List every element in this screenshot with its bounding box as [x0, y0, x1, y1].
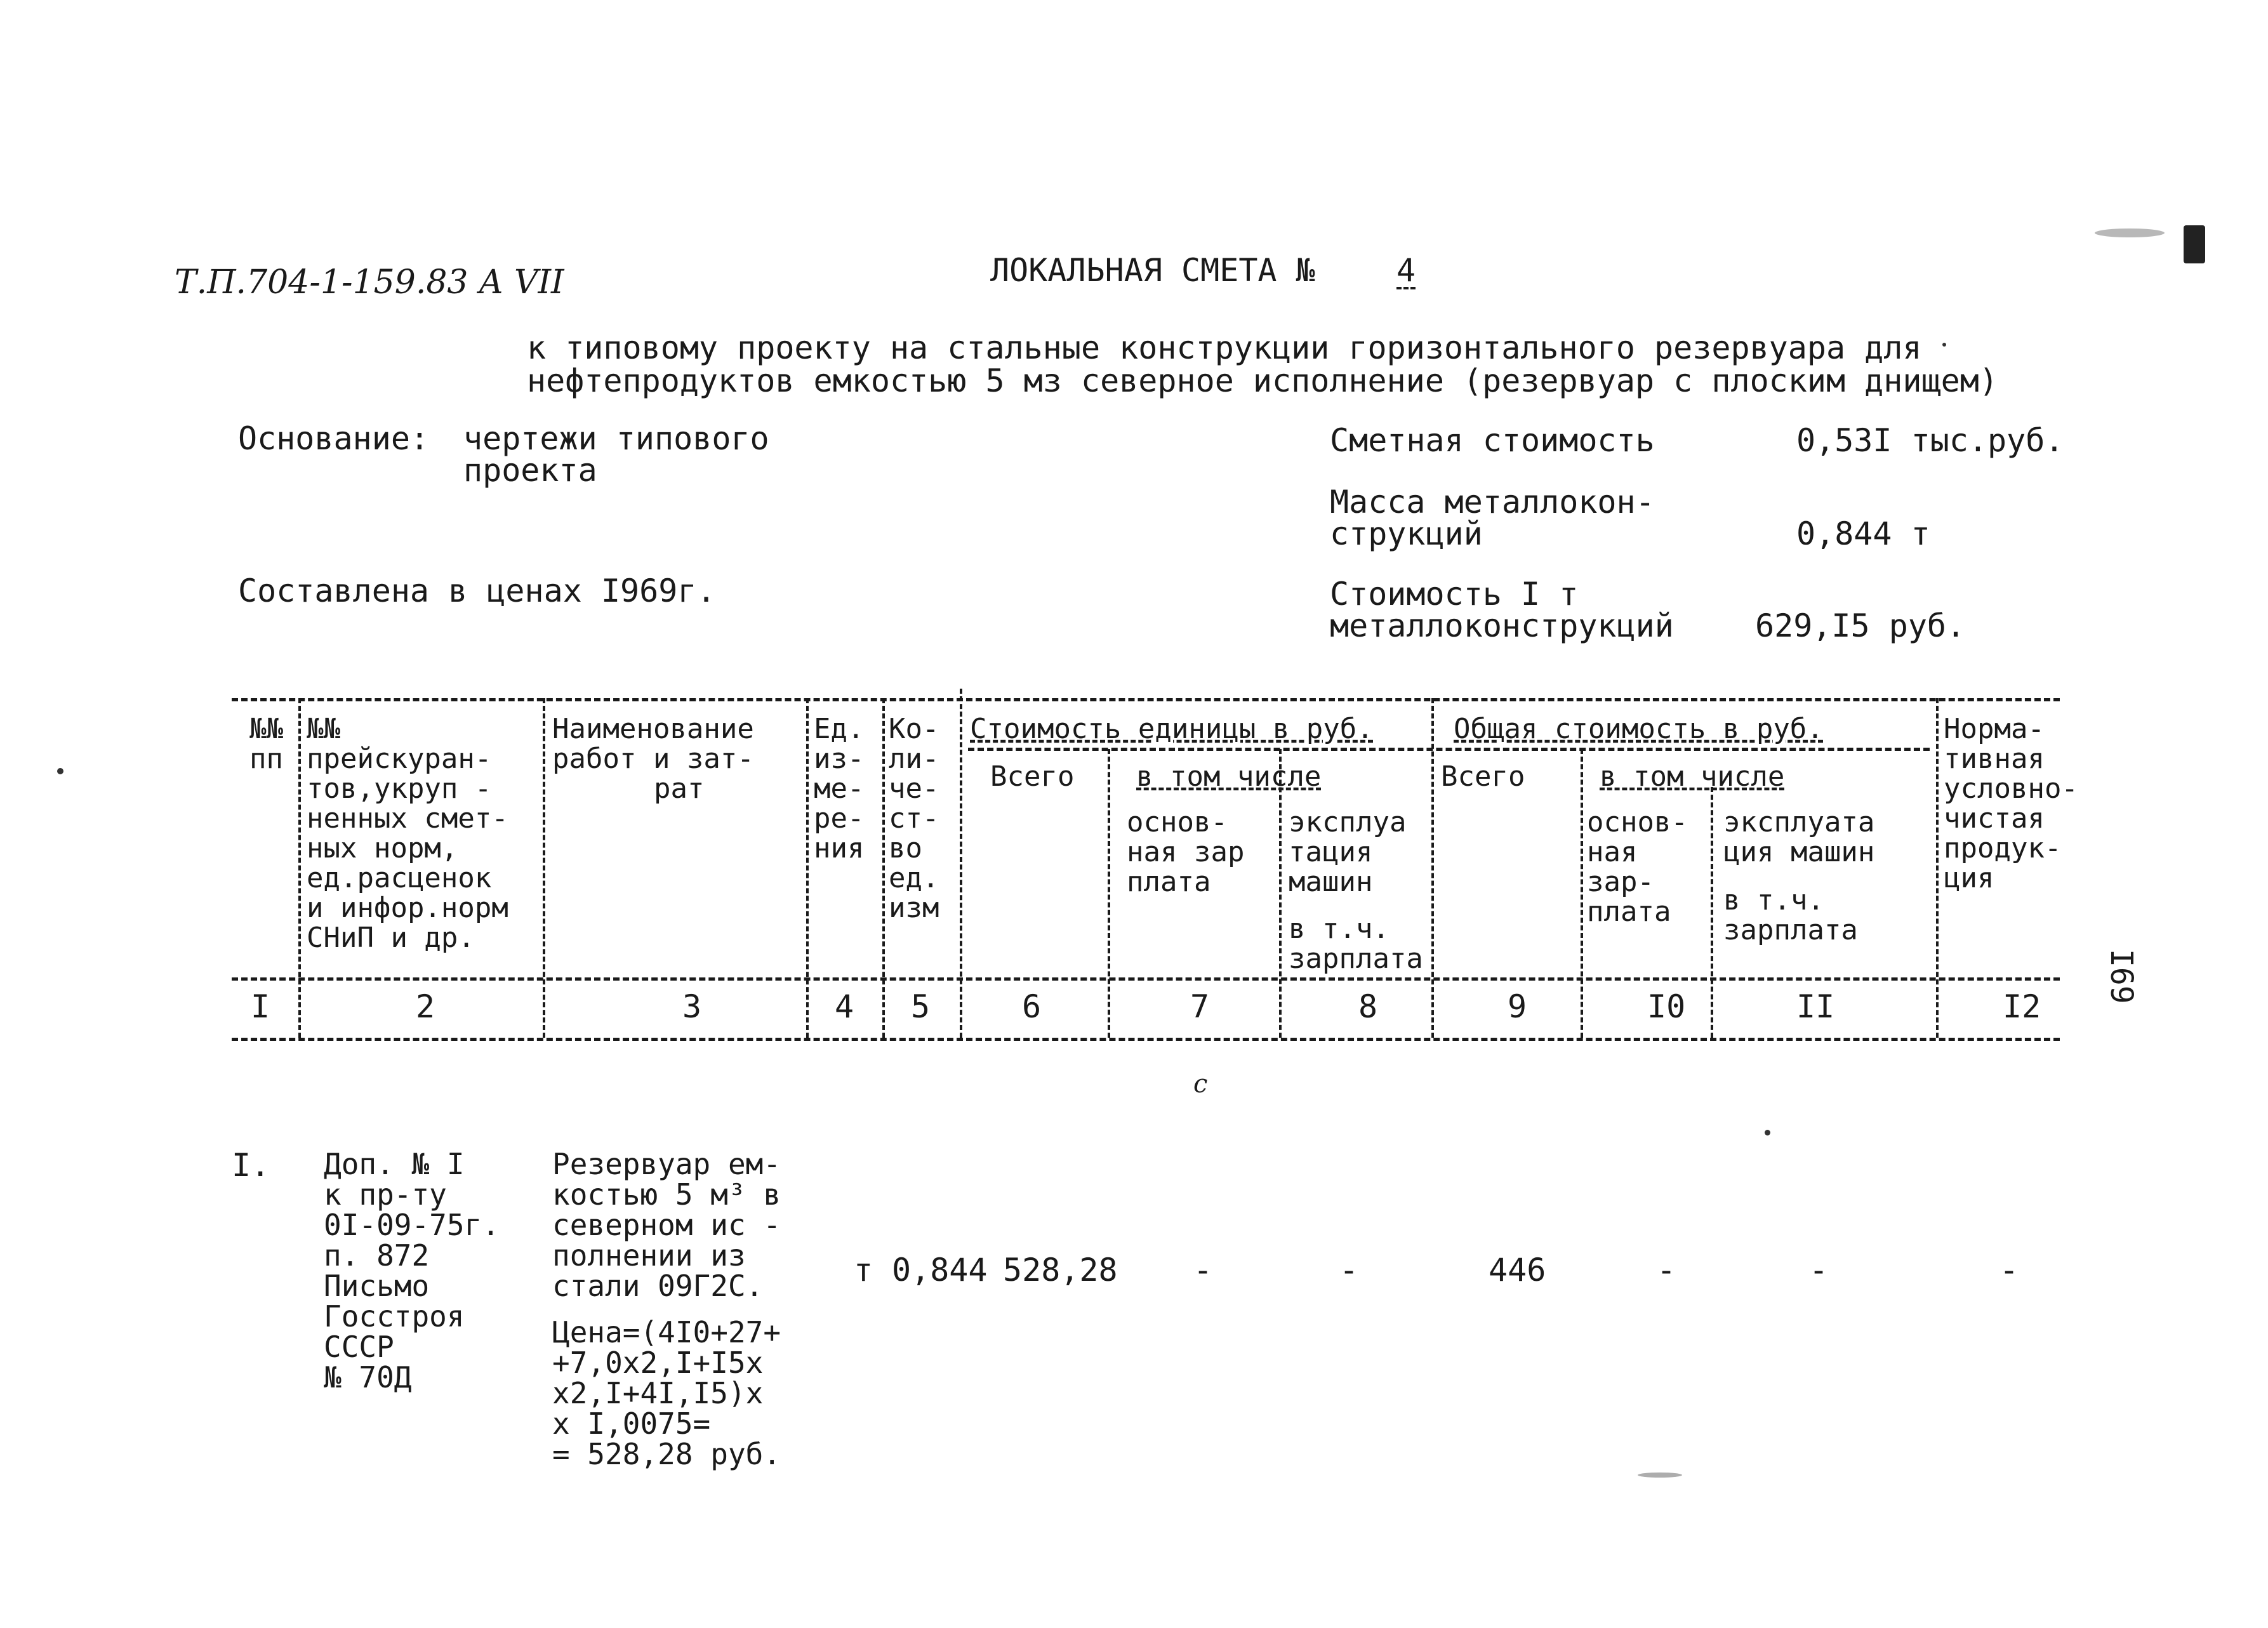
scan-speck	[1942, 343, 1946, 347]
basis-line-1: чертежи типового	[463, 420, 769, 457]
column-divider	[1431, 698, 1434, 1038]
row-total-machines: -	[1809, 1252, 1829, 1288]
scan-speck	[2095, 228, 2165, 237]
header-group-unit-cost: Стоимость единицы в руб.	[970, 713, 1374, 745]
column-number: 9	[1508, 988, 1527, 1025]
row-work-name: Резервуар ем- костью 5 м³ в северном ис - полнении из стали 09Г2С.	[552, 1147, 781, 1303]
row-unit: т	[854, 1252, 873, 1288]
row-total-wage: -	[1657, 1252, 1676, 1288]
basis-line-2: проекта	[463, 452, 597, 489]
header-col-4: Ед. из- ме- ре- ния	[814, 713, 865, 864]
column-divider	[1108, 749, 1110, 1038]
header-col-10: основ- ная зар- плата	[1587, 806, 1688, 928]
cost-value: 0,53I тыс.руб.	[1796, 422, 2064, 459]
header-col-3: Наименование работ и зат- рат	[552, 713, 754, 805]
column-number: 4	[835, 988, 854, 1025]
column-divider	[543, 698, 545, 1038]
row-normative: -	[1999, 1252, 2019, 1288]
header-col-9: Всего	[1441, 760, 1525, 793]
column-number: 6	[1022, 988, 1042, 1025]
subtitle-line-2: нефтепродуктов емкостью 5 мз северное исполнение (резервуар с плоским днищем)	[527, 362, 1998, 399]
header-col-8-wage: в т.ч. зарплата	[1289, 913, 1423, 975]
scan-speck	[1765, 1130, 1770, 1135]
document-title: ЛОКАЛЬНАЯ СМЕТА №	[990, 252, 1315, 289]
row-unit-wage: -	[1193, 1252, 1213, 1288]
header-col-7: основ- ная зар плата	[1127, 806, 1245, 898]
column-number: I	[251, 988, 270, 1025]
row-number: I.	[232, 1147, 270, 1184]
column-divider	[882, 698, 885, 1038]
table-top-rule	[232, 698, 2060, 701]
column-number: I0	[1647, 988, 1686, 1025]
column-number: II	[1796, 988, 1835, 1025]
header-group-total-cost: Общая стоимость в руб.	[1454, 713, 1824, 745]
basis-label: Основание:	[238, 420, 430, 457]
header-col-11-wage: в т.ч. зарплата	[1723, 884, 1858, 946]
header-col-5: Ко- ли- че- ст- во ед. изм	[889, 713, 939, 924]
header-col-2: №№ прейскуран- тов,укруп - ненных смет- ных норм, ед.расценок и инфор.норм СНиП и др.	[307, 713, 508, 954]
column-number: 3	[682, 988, 702, 1025]
column-number: 8	[1358, 988, 1378, 1025]
column-divider	[806, 698, 809, 1038]
scan-speck	[2184, 225, 2205, 263]
column-divider	[1581, 749, 1583, 1038]
header-col-11-machines: эксплуата ция машин	[1723, 806, 1875, 868]
column-number: 7	[1190, 988, 1210, 1025]
column-divider	[960, 689, 962, 1038]
header-col-8-machines: эксплуа тация машин	[1289, 806, 1407, 898]
unit-cost-label-1: Стоимость I т	[1330, 576, 1579, 612]
column-divider	[1711, 787, 1713, 1038]
column-number: 5	[911, 988, 931, 1025]
page-number: I69	[2104, 949, 2139, 1004]
group-rule	[968, 748, 1930, 751]
row-reference: Доп. № I к пр-ту 0I-09-75г. п. 872 Письмо Госстроя СССР № 70Д	[324, 1147, 500, 1394]
header-bottom-rule	[232, 977, 2060, 981]
row-quantity: 0,844	[892, 1252, 988, 1288]
header-col-1: №№ пп	[249, 713, 283, 775]
row-unit-total: 528,28	[1003, 1252, 1118, 1288]
row-unit-machines: -	[1339, 1252, 1359, 1288]
column-divider	[1936, 698, 1939, 1038]
cost-label: Сметная стоимость	[1330, 422, 1655, 459]
mass-value: 0,844 т	[1796, 515, 1930, 552]
unit-cost-value: 629,I5 руб.	[1755, 607, 1966, 644]
document-code: Т.П.704-1-159.83 А VII	[175, 263, 564, 301]
unit-cost-label-2: металлоконструкций	[1330, 607, 1674, 644]
column-number: 2	[416, 988, 435, 1025]
mass-label-1: Масса металлокон-	[1330, 484, 1655, 520]
row-price-formula: Цена=(4I0+27+ +7,0х2,I+I5х х2,I+4I,I5)х х I,0075= = 528,28 руб.	[552, 1315, 781, 1471]
header-col-6: Всего	[990, 760, 1075, 793]
prices-note: Составлена в ценах I969г.	[238, 572, 716, 609]
numbers-bottom-rule	[232, 1038, 2060, 1041]
estimate-number: 4	[1396, 252, 1416, 289]
scan-speck	[57, 768, 63, 774]
mass-label-2: струкций	[1330, 515, 1483, 552]
stray-mark: с	[1193, 1069, 1208, 1099]
header-col-12: Норма- тивная условно- чистая продук- ция	[1944, 713, 2078, 894]
header-group-total-subgroup: в том числе	[1600, 760, 1785, 793]
header-group-unit-subgroup: в том числе	[1136, 760, 1322, 793]
scan-speck	[1638, 1472, 1682, 1478]
subtitle-line-1: к типовому проекту на стальные конструкции горизонтального резервуара для	[527, 329, 1922, 366]
column-number: I2	[2003, 988, 2041, 1025]
column-divider	[298, 698, 301, 1038]
row-total: 446	[1489, 1252, 1546, 1288]
